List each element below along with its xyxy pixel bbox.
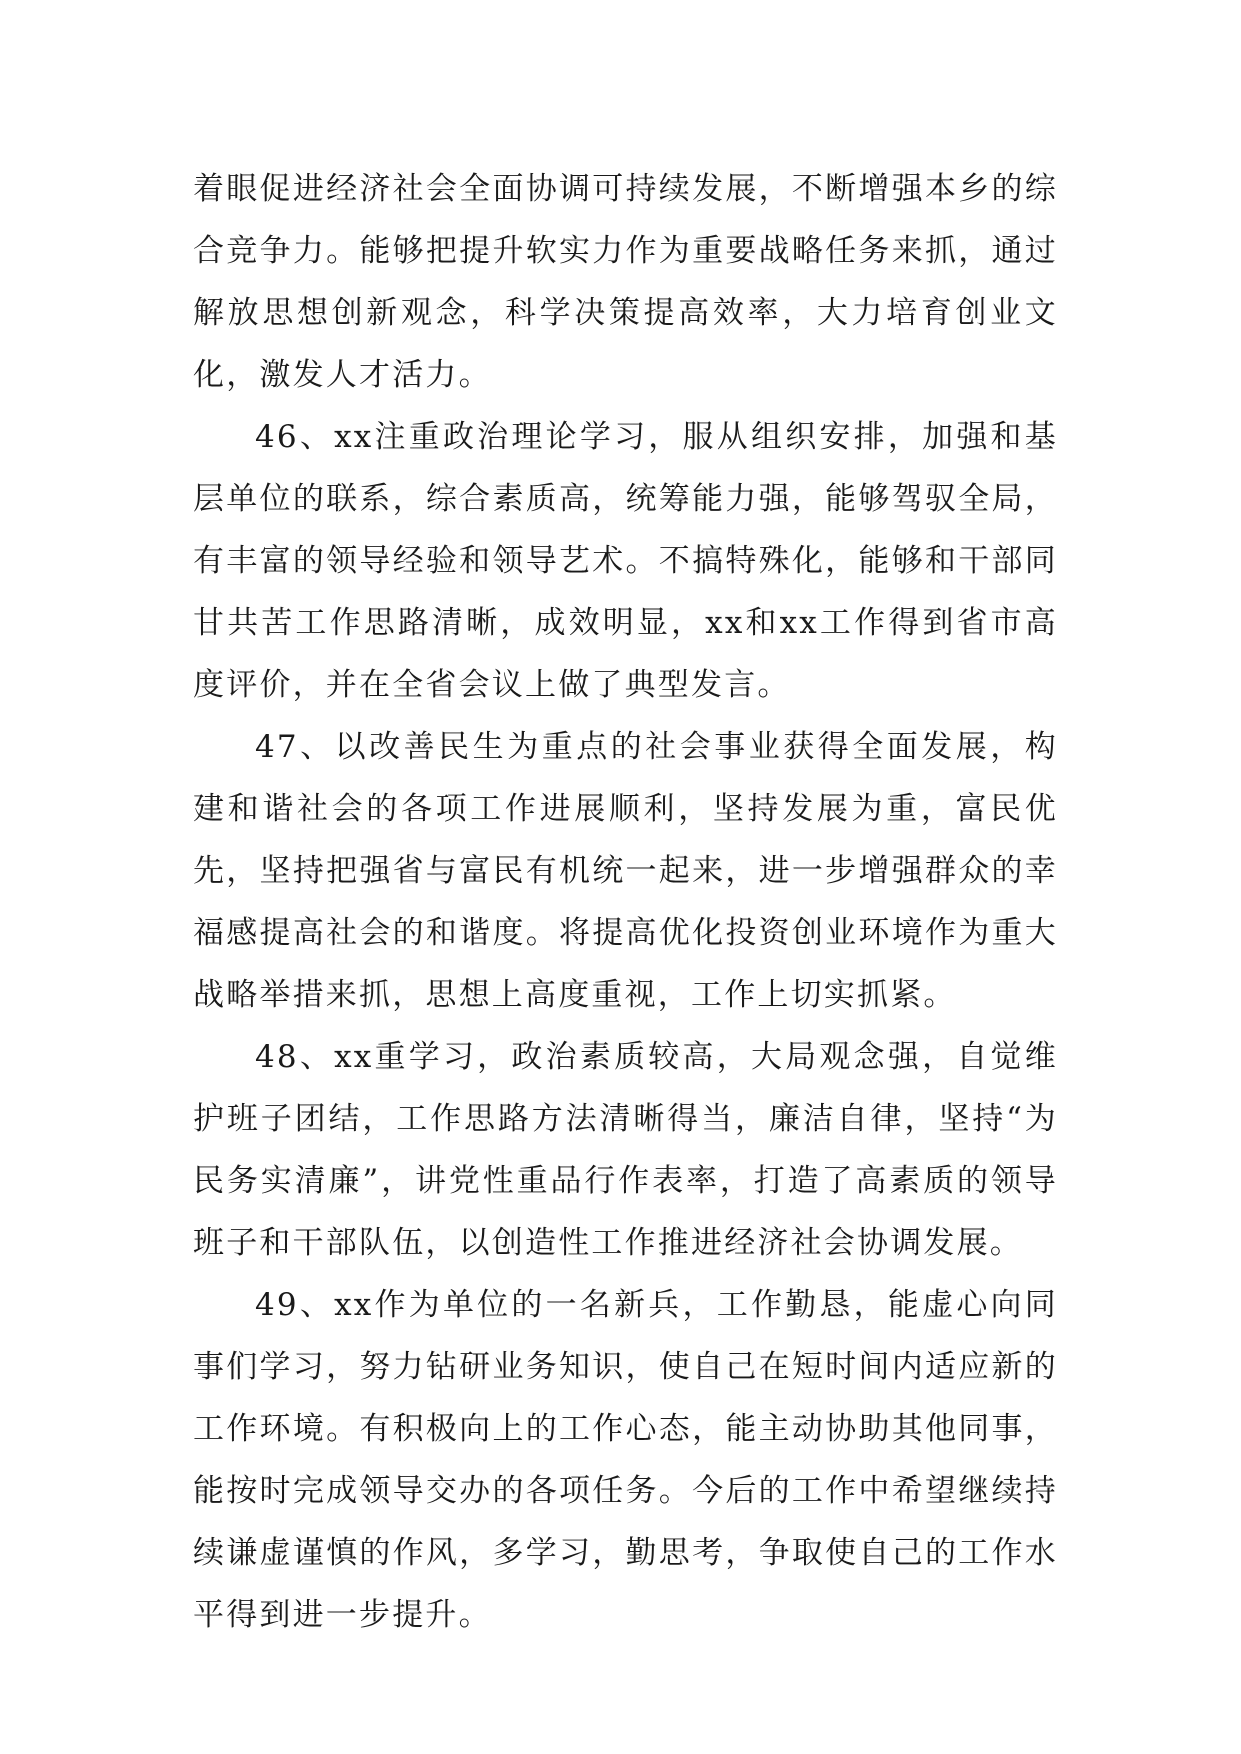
paragraph-46: 46、xx注重政治理论学习，服从组织安排，加强和基层单位的联系，综合素质高，统筹能力强，能够驾驭全局，有丰富的领导经验和领导艺术。不搞特殊化，能够和干部同甘共苦工作思路清晰，成效明显，xx和xx工作得到省市高度评价，并在全省会议上做了典型发言。 [193,419,1058,703]
paragraph-47: 47、以改善民生为重点的社会事业获得全面发展，构建和谐社会的各项工作进展顺利，坚持发展为重，富民优先，坚持把强省与富民有机统一起来，进一步增强群众的幸福感提高社会的和谐度。将提高优化投资创业环境作为重大战略举措来抓，思想上高度重视，工作上切实抓紧。 [193,729,1058,1013]
document-body [193,158,1058,1646]
paragraph-continuation: 着眼促进经济社会全面协调可持续发展，不断增强本乡的综合竞争力。能够把提升软实力作为重要战略任务来抓，通过解放思想创新观念，科学决策提高效率，大力培育创业文化，激发人才活力。 [193,171,1058,393]
paragraph-48: 48、xx重学习，政治素质较高，大局观念强，自觉维护班子团结，工作思路方法清晰得当，廉洁自律，坚持“为民务实清廉”，讲党性重品行作表率，打造了高素质的领导班子和干部队伍，以创造性工作推进经济社会协调发展。 [193,1039,1058,1261]
paragraph-49: 49、xx作为单位的一名新兵，工作勤恳，能虚心向同事们学习，努力钻研业务知识，使自己在短时间内适应新的工作环境。有积极向上的工作心态，能主动协助其他同事，能按时完成领导交办的各项任务。今后的工作中希望继续持续谦虚谨慎的作风，多学习，勤思考，争取使自己的工作水平得到进一步提升。 [193,1287,1058,1633]
